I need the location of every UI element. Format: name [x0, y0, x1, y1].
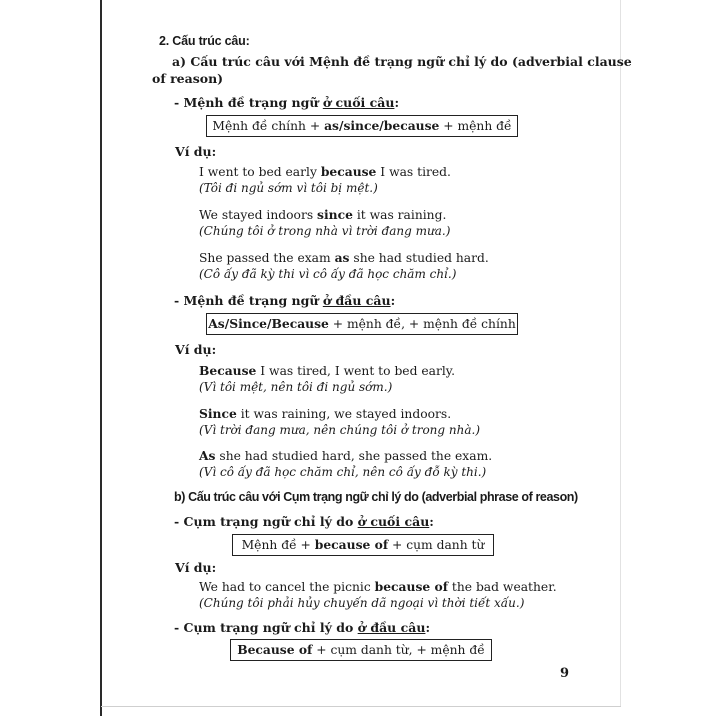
example-sentence: Because I was tired, I went to bed early. [199, 363, 456, 378]
part-a-start-example-label: Ví dụ: [175, 342, 217, 357]
part-b-end-heading: - Cụm trạng ngữ chỉ lý do ở cuối câu: [174, 514, 434, 529]
page-number: 9 [560, 666, 570, 681]
example-sentence: She passed the exam as she had studied hard. [199, 250, 489, 265]
part-a-start-formula-box: As/Since/Because + mệnh đề, + mệnh đề chính [206, 313, 518, 335]
example-translation: (Vì trời đang mưa, nên chúng tôi ở trong nhà.) [199, 423, 481, 437]
page-right-edge [620, 0, 621, 706]
example-sentence: We had to cancel the picnic because of the bad weather. [199, 579, 557, 594]
example-sentence: We stayed indoors since it was raining. [199, 207, 447, 222]
part-b-start-formula-box: Because of + cụm danh từ, + mệnh đề [230, 639, 492, 661]
example-translation: (Vì tôi mệt, nên tôi đi ngủ sớm.) [199, 380, 393, 394]
part-b-title: b) Cấu trúc câu với Cụm trạng ngữ chỉ lý do (adverbial phrase of reason) [174, 490, 578, 504]
book-page [102, 0, 632, 706]
part-a-end-heading: - Mệnh đề trạng ngữ ở cuối câu: [174, 95, 400, 110]
example-translation: (Cô ấy đã kỳ thi vì cô ấy đã học chăm chỉ.) [199, 267, 457, 281]
section-title: 2. Cấu trúc câu: [159, 34, 250, 48]
example-translation: (Tôi đi ngủ sớm vì tôi bị mệt.) [199, 181, 378, 195]
part-b-end-formula-box: Mệnh đề + because of + cụm danh từ [232, 534, 494, 556]
part-a-title-line2: of reason) [152, 71, 224, 86]
part-b-end-example-label: Ví dụ: [175, 560, 217, 575]
part-a-end-formula-box: Mệnh đề chính + as/since/because + mệnh đề [206, 115, 518, 137]
part-b-start-heading: - Cụm trạng ngữ chỉ lý do ở đầu câu: [174, 620, 431, 635]
example-sentence: I went to bed early because I was tired. [199, 164, 451, 179]
example-sentence: Since it was raining, we stayed indoors. [199, 406, 452, 421]
example-translation: (Chúng tôi phải hủy chuyến dã ngoại vì thời tiết xấu.) [199, 596, 525, 610]
example-translation: (Chúng tôi ở trong nhà vì trời đang mưa.) [199, 224, 451, 238]
example-sentence: As she had studied hard, she passed the exam. [199, 448, 493, 463]
example-translation: (Vì cô ấy đã học chăm chỉ, nên cô ấy đỗ kỳ thi.) [199, 465, 487, 479]
part-a-title-line1: a) Cấu trúc câu với Mệnh đề trạng ngữ chỉ lý do (adverbial clause [172, 54, 632, 69]
part-a-start-heading: - Mệnh đề trạng ngữ ở đầu câu: [174, 293, 396, 308]
part-a-end-example-label: Ví dụ: [175, 144, 217, 159]
page-bottom-edge [101, 706, 621, 707]
